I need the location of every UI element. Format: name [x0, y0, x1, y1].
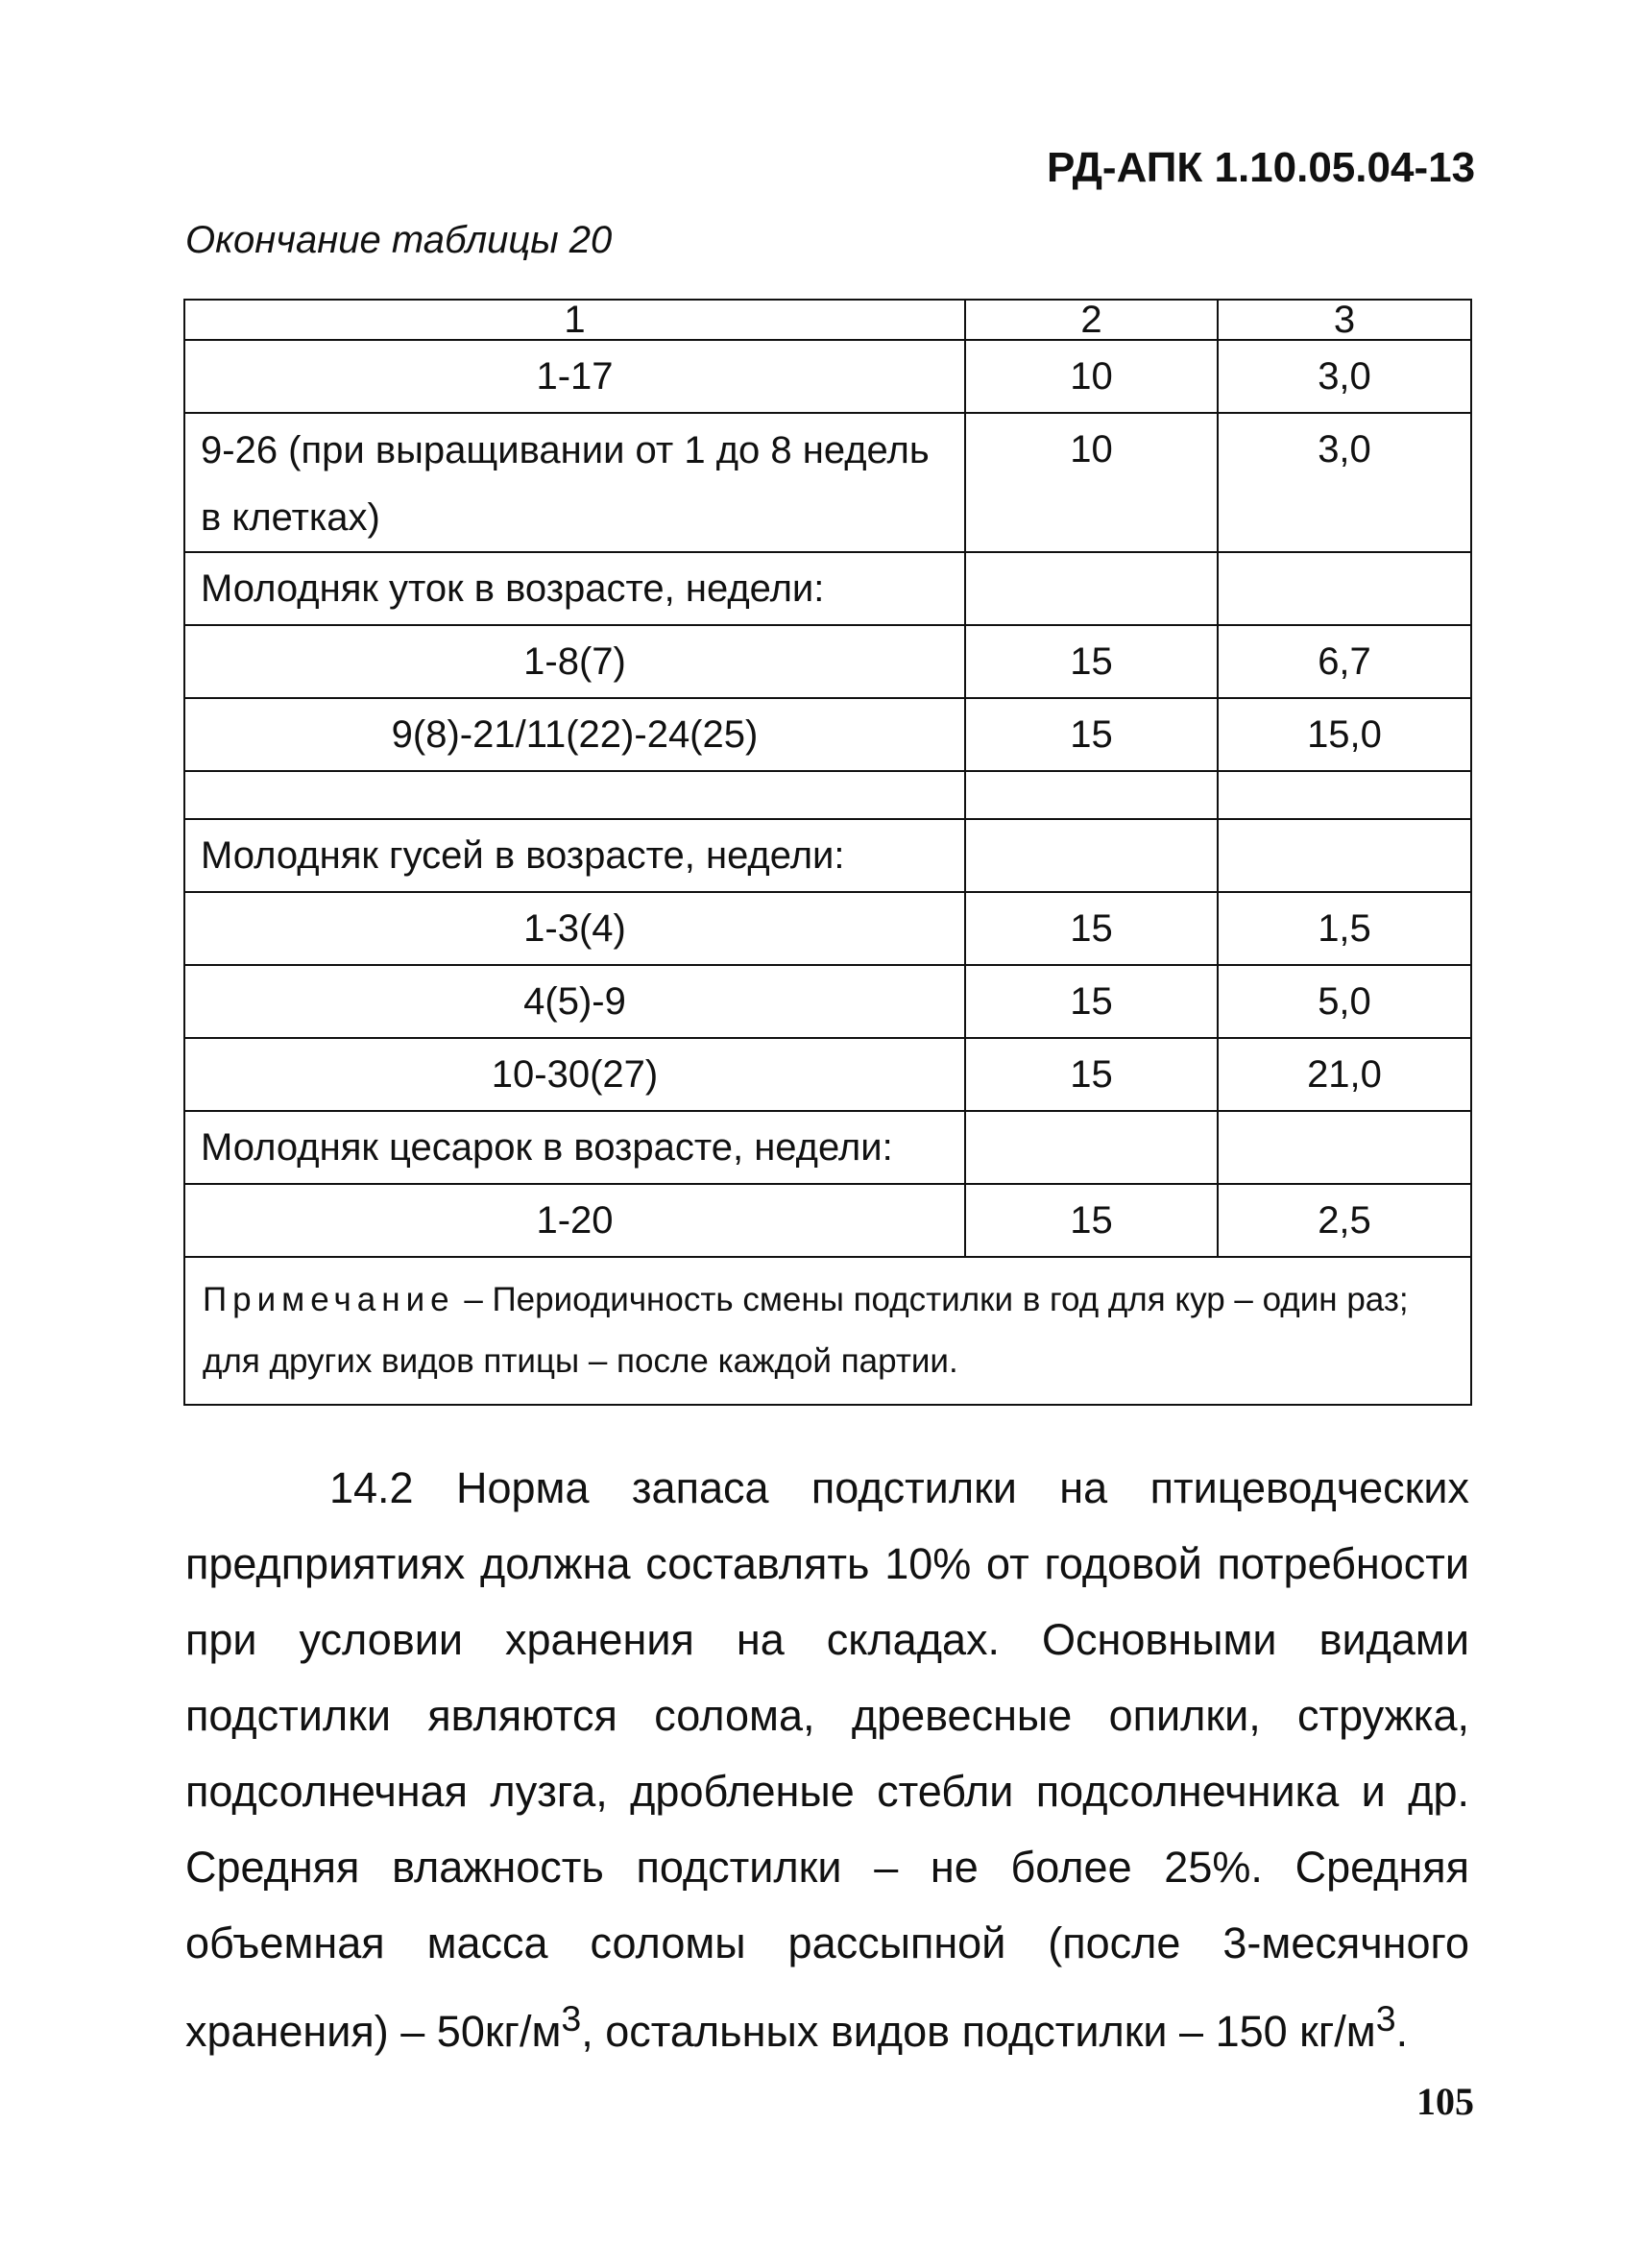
age-cell: 1-20: [184, 1184, 965, 1257]
value-cell: [965, 1111, 1218, 1184]
value-cell: [1218, 552, 1471, 625]
age-cell: 9-26 (при выращивании от 1 до 8 недель в клетках): [184, 413, 965, 552]
value-cell: 15,0: [1218, 698, 1471, 771]
table-row: [184, 1038, 1471, 1111]
group-heading: Молодняк гусей в возрасте, недели:: [184, 819, 965, 892]
value-cell: 15: [965, 698, 1218, 771]
value-cell: 10: [965, 413, 1218, 552]
age-cell: 1-3(4): [184, 892, 965, 965]
column-header: 2: [965, 300, 1218, 340]
age-cell: 1-8(7): [184, 625, 965, 698]
age-cell: 10-30(27): [184, 1038, 965, 1111]
value-cell: 3,0: [1218, 413, 1471, 552]
value-cell: 15: [965, 1038, 1218, 1111]
table-row: [184, 340, 1471, 413]
value-cell: 15: [965, 892, 1218, 965]
table-note-row: [184, 1257, 1471, 1405]
value-cell: 21,0: [1218, 1038, 1471, 1111]
body-paragraph: [185, 1450, 1469, 2069]
page-number: 105: [1416, 2080, 1474, 2123]
value-cell: [1218, 771, 1471, 819]
value-cell: 15: [965, 625, 1218, 698]
value-cell: [1218, 819, 1471, 892]
age-cell: 9(8)-21/11(22)-24(25): [184, 698, 965, 771]
table-caption: Окончание таблицы 20: [185, 219, 613, 261]
value-cell: 15: [965, 1184, 1218, 1257]
table-row: [184, 1184, 1471, 1257]
value-cell: 15: [965, 965, 1218, 1038]
document-code: РД-АПК 1.10.05.04-13: [1047, 144, 1476, 191]
paragraph-text: 14.2 Норма запаса подстилки на птицеводческих предприятиях должна составлять 10% от годовой потребности при условии хранения на складах. Основными видами подстилки являются солома, древесные опилки, стружка, подсолнечная лузга, дробленые стебли подсолнечника и др. Средняя влажность подстилки – не более 25%. Средняя объемная масса соломы рассыпной (после 3-месячного хранения) – 50кг/м: [185, 1463, 1469, 2056]
value-cell: [965, 819, 1218, 892]
group-heading-row: [184, 1111, 1471, 1184]
value-cell: 6,7: [1218, 625, 1471, 698]
paragraph-text: , остальных видов подстилки – 150 кг/м: [581, 2007, 1376, 2056]
superscript: 3: [1375, 1998, 1396, 2039]
value-cell: 2,5: [1218, 1184, 1471, 1257]
norms-table: [183, 299, 1472, 1406]
table-row: [184, 965, 1471, 1038]
note-text: – Периодичность смены подстилки в год для кур – один раз; для других видов птицы – после каждой партии.: [203, 1281, 1409, 1380]
value-cell: [965, 771, 1218, 819]
superscript: 3: [561, 1998, 582, 2039]
value-cell: 10: [965, 340, 1218, 413]
table-row: [184, 892, 1471, 965]
group-heading-row: [184, 819, 1471, 892]
value-cell: 1,5: [1218, 892, 1471, 965]
table-header-row: [184, 300, 1471, 340]
table-row: [184, 698, 1471, 771]
group-heading-row: [184, 552, 1471, 625]
value-cell: 5,0: [1218, 965, 1471, 1038]
table-row: [184, 625, 1471, 698]
note-label: Примечание: [203, 1281, 455, 1318]
table-row: [184, 413, 1471, 552]
table-note: [184, 1257, 1471, 1405]
value-cell: [965, 552, 1218, 625]
age-cell: 1-17: [184, 340, 965, 413]
paragraph-text: .: [1395, 2007, 1409, 2056]
value-cell: [1218, 1111, 1471, 1184]
age-cell: 4(5)-9: [184, 965, 965, 1038]
group-heading: Молодняк уток в возрасте, недели:: [184, 552, 965, 625]
empty-row: [184, 771, 1471, 819]
column-header: 3: [1218, 300, 1471, 340]
value-cell: 3,0: [1218, 340, 1471, 413]
column-header: 1: [184, 300, 965, 340]
group-heading: Молодняк цесарок в возрасте, недели:: [184, 1111, 965, 1184]
age-cell: [184, 771, 965, 819]
